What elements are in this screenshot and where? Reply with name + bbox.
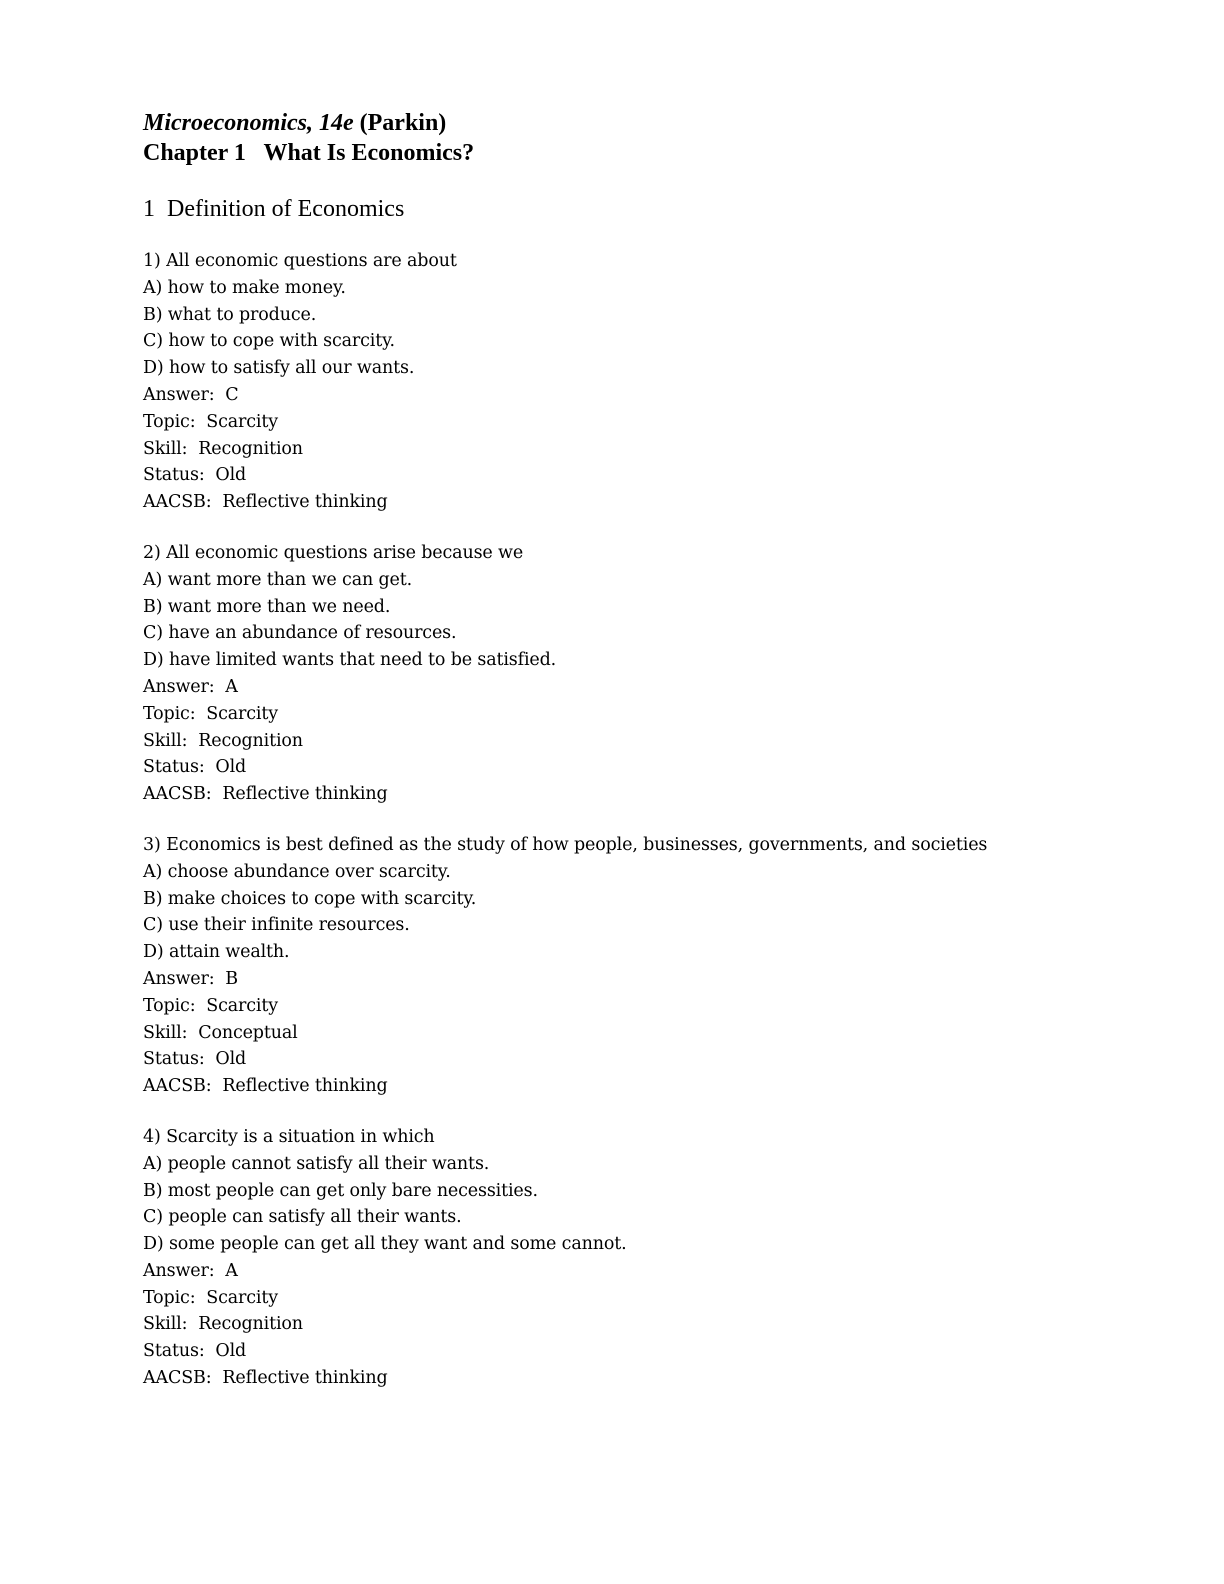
answer-option: D) how to satisfy all our wants. xyxy=(143,358,415,379)
question-block xyxy=(143,1124,1123,1392)
answer-option: B) most people can get only bare necessities. xyxy=(143,1180,538,1201)
answer-option: C) people can satisfy all their wants. xyxy=(143,1207,462,1228)
status-meta: Status: Old xyxy=(143,1341,247,1362)
answer-option: A) people cannot satisfy all their wants. xyxy=(143,1153,490,1174)
skill-meta: Skill: Recognition xyxy=(143,438,303,459)
section-heading: 1 Definition of Economics xyxy=(143,196,405,222)
answer-option: B) want more than we need. xyxy=(143,596,391,617)
book-title: Microeconomics, 14e xyxy=(143,110,354,136)
answer-option: C) use their infinite resources. xyxy=(143,915,410,936)
chapter-title: Chapter 1 What Is Economics? xyxy=(143,140,475,166)
status-meta: Status: Old xyxy=(143,757,247,778)
answer-option: A) how to make money. xyxy=(143,277,346,298)
answer-key: Answer: C xyxy=(143,384,239,405)
question-block xyxy=(143,540,1123,808)
status-meta: Status: Old xyxy=(143,465,247,486)
question-block xyxy=(143,832,1123,1100)
question-stem: 2) All economic questions arise because we xyxy=(143,542,524,563)
aacsb-meta: AACSB: Reflective thinking xyxy=(143,492,388,513)
topic-meta: Topic: Scarcity xyxy=(143,995,278,1016)
answer-option: C) have an abundance of resources. xyxy=(143,623,457,644)
document-page xyxy=(143,108,1123,1392)
answer-option: D) attain wealth. xyxy=(143,942,290,963)
answer-option: A) want more than we can get. xyxy=(143,569,413,590)
aacsb-meta: AACSB: Reflective thinking xyxy=(143,1368,388,1389)
status-meta: Status: Old xyxy=(143,1049,247,1070)
skill-meta: Skill: Recognition xyxy=(143,1314,303,1335)
answer-option: C) how to cope with scarcity. xyxy=(143,331,395,352)
answer-key: Answer: B xyxy=(143,968,238,989)
skill-meta: Skill: Conceptual xyxy=(143,1022,298,1043)
answer-option: A) choose abundance over scarcity. xyxy=(143,861,451,882)
book-author: (Parkin) xyxy=(353,110,447,136)
topic-meta: Topic: Scarcity xyxy=(143,1287,278,1308)
answer-key: Answer: A xyxy=(143,676,238,697)
aacsb-meta: AACSB: Reflective thinking xyxy=(143,1076,388,1097)
skill-meta: Skill: Recognition xyxy=(143,730,303,751)
topic-meta: Topic: Scarcity xyxy=(143,703,278,724)
question-stem: 3) Economics is best defined as the study of how people, businesses, governments, and societies xyxy=(143,834,988,855)
answer-key: Answer: A xyxy=(143,1260,238,1281)
answer-option: D) have limited wants that need to be satisfied. xyxy=(143,650,557,671)
question-block xyxy=(143,248,1123,516)
question-stem: 4) Scarcity is a situation in which xyxy=(143,1126,435,1147)
answer-option: B) what to produce. xyxy=(143,304,317,325)
question-stem: 1) All economic questions are about xyxy=(143,251,457,271)
answer-option: B) make choices to cope with scarcity. xyxy=(143,888,477,909)
answer-option: D) some people can get all they want and some cannot. xyxy=(143,1234,627,1255)
aacsb-meta: AACSB: Reflective thinking xyxy=(143,784,388,805)
book-title-line xyxy=(143,108,1123,138)
topic-meta: Topic: Scarcity xyxy=(143,411,278,432)
